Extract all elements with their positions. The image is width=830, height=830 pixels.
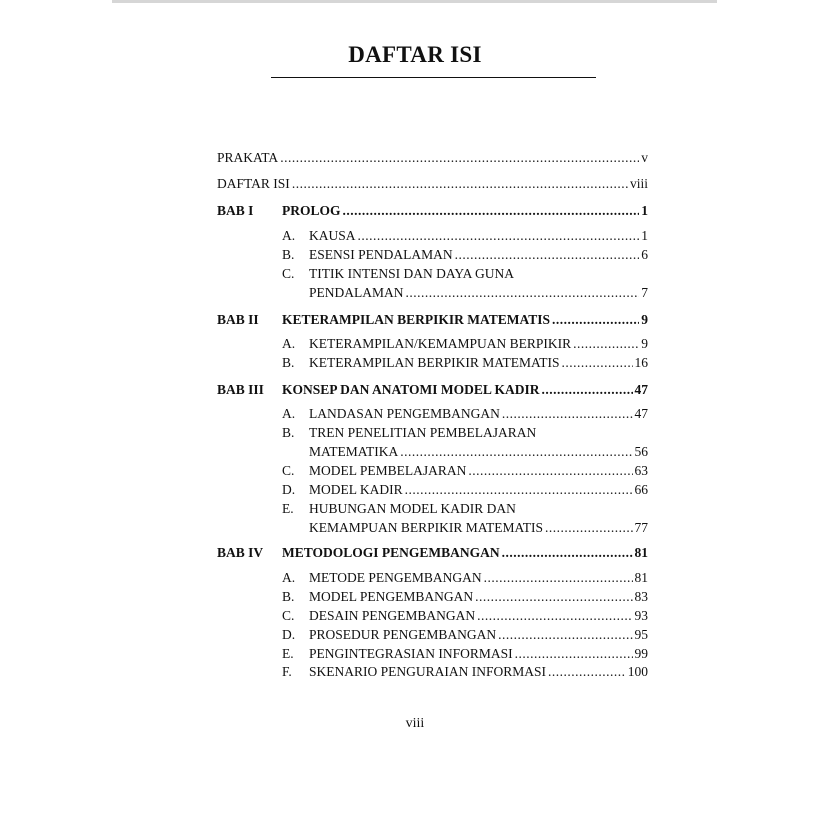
section-letter: A.: [282, 228, 296, 243]
chapter-label: BAB II: [217, 312, 259, 327]
title-underline: [271, 77, 596, 78]
toc-page-number: 81: [634, 545, 648, 560]
section-letter: F.: [282, 664, 292, 679]
toc-page-number: 100: [627, 664, 648, 679]
dot-leader: [280, 150, 639, 166]
dot-leader: [358, 228, 640, 244]
toc-section-bab-1-c-cont[interactable]: [217, 285, 648, 304]
chapter-label: BAB III: [217, 382, 264, 397]
dot-leader: [292, 176, 628, 192]
chapter-title: KONSEP DAN ANATOMI MODEL KADIR: [282, 382, 540, 397]
section-letter: A.: [282, 570, 296, 585]
section-title: KETERAMPILAN/KEMAMPUAN BERPIKIR: [309, 336, 572, 351]
toc-page-number: 77: [634, 520, 648, 535]
section-letter: B.: [282, 247, 295, 262]
section-letter: C.: [282, 463, 295, 478]
section-title: SKENARIO PENGURAIAN INFORMASI: [309, 664, 547, 679]
dot-leader: [477, 608, 632, 624]
dot-leader: [548, 664, 626, 680]
section-title: PENGINTEGRASIAN INFORMASI: [309, 646, 513, 661]
section-title: MODEL PEMBELAJARAN: [309, 463, 467, 478]
dot-leader: [515, 646, 633, 662]
chapter-title: PROLOG: [282, 203, 341, 218]
section-title: ESENSI PENDALAMAN: [309, 247, 453, 262]
dot-leader: [400, 444, 632, 460]
section-letter: D.: [282, 627, 296, 642]
section-letter: B.: [282, 425, 295, 440]
toc-section-bab-1-a[interactable]: [217, 228, 648, 247]
toc-section-bab-3-b[interactable]: [217, 425, 648, 444]
section-title: TREN PENELITIAN PEMBELAJARAN: [309, 425, 537, 440]
page-title: DAFTAR ISI: [348, 42, 482, 67]
toc-section-bab-3-c[interactable]: [217, 463, 648, 482]
section-title: METODE PENGEMBANGAN: [309, 570, 482, 585]
section-letter: B.: [282, 589, 295, 604]
toc-page-number: 9: [641, 312, 648, 327]
dot-leader: [405, 482, 633, 498]
toc-section-bab-3-b-cont[interactable]: [217, 444, 648, 463]
toc-page-number: 83: [634, 589, 648, 604]
dot-leader: [545, 520, 632, 536]
section-letter: E.: [282, 646, 294, 661]
toc-section-bab-3-a[interactable]: [217, 406, 648, 425]
dot-leader: [455, 247, 640, 263]
toc-section-bab-3-d[interactable]: [217, 482, 648, 501]
toc-page-number: 16: [634, 355, 648, 370]
section-title: TITIK INTENSI DAN DAYA GUNA: [309, 266, 514, 281]
chapter-label: BAB I: [217, 203, 254, 218]
toc-chapter-bab-2[interactable]: [217, 312, 648, 331]
dot-leader: [406, 285, 640, 301]
section-letter: E.: [282, 501, 294, 516]
toc-section-bab-4-f[interactable]: [217, 664, 648, 683]
dot-leader: [573, 336, 639, 352]
toc-page-number: 6: [641, 247, 648, 262]
toc-section-bab-2-a[interactable]: [217, 336, 648, 355]
section-title: DESAIN PENGEMBANGAN: [309, 608, 476, 623]
section-letter: C.: [282, 608, 295, 623]
section-letter: B.: [282, 355, 295, 370]
toc-page-number: 47: [634, 406, 648, 421]
toc-entry-prakata[interactable]: [217, 150, 648, 169]
toc-page-number: 1: [641, 228, 648, 243]
section-title: MODEL KADIR: [309, 482, 403, 497]
toc-entry-text: PRAKATA: [217, 150, 279, 165]
page-top-edge: [112, 0, 717, 3]
toc-page-number: 93: [634, 608, 648, 623]
section-title: LANDASAN PENGEMBANGAN: [309, 406, 500, 421]
chapter-title: METODOLOGI PENGEMBANGAN: [282, 545, 500, 560]
chapter-title: KETERAMPILAN BERPIKIR MATEMATIS: [282, 312, 551, 327]
section-letter: C.: [282, 266, 295, 281]
toc-page-number: 7: [641, 285, 648, 300]
toc-page-number: 95: [634, 627, 648, 642]
toc-section-bab-4-e[interactable]: [217, 646, 648, 665]
dot-leader: [502, 406, 633, 422]
toc-entry-daftar-isi[interactable]: [217, 176, 648, 195]
toc-chapter-bab-1[interactable]: [217, 203, 648, 222]
toc-chapter-bab-4[interactable]: [217, 545, 648, 564]
toc-section-bab-4-b[interactable]: [217, 589, 648, 608]
section-title: KETERAMPILAN BERPIKIR MATEMATIS: [309, 355, 560, 370]
toc-section-bab-4-c[interactable]: [217, 608, 648, 627]
toc-section-bab-4-a[interactable]: [217, 570, 648, 589]
toc-section-bab-3-e-cont[interactable]: [217, 520, 648, 539]
toc-section-bab-1-b[interactable]: [217, 247, 648, 266]
toc-section-bab-3-e[interactable]: [217, 501, 648, 520]
section-letter: A.: [282, 406, 296, 421]
section-title: PENDALAMAN: [309, 285, 404, 300]
toc-page-number: 56: [634, 444, 648, 459]
dot-leader: [484, 570, 633, 586]
dot-leader: [475, 589, 632, 605]
toc-page-number: 81: [634, 570, 648, 585]
section-title: MATEMATIKA: [309, 444, 399, 459]
toc-section-bab-2-b[interactable]: [217, 355, 648, 374]
toc-chapter-bab-3[interactable]: [217, 382, 648, 401]
toc-page-number: 1: [641, 203, 648, 218]
toc-section-bab-1-c[interactable]: [217, 266, 648, 285]
toc-page-number: v: [641, 150, 648, 165]
section-title: HUBUNGAN MODEL KADIR DAN: [309, 501, 516, 516]
dot-leader: [343, 203, 640, 219]
section-title: PROSEDUR PENGEMBANGAN: [309, 627, 497, 642]
toc-entry-text: DAFTAR ISI: [217, 176, 290, 191]
section-title: MODEL PENGEMBANGAN: [309, 589, 474, 604]
toc-page-number: 66: [634, 482, 648, 497]
page-number-footer: viii: [405, 716, 425, 731]
chapter-label: BAB IV: [217, 545, 264, 560]
toc-page-number: viii: [629, 176, 648, 191]
toc-page-number: 9: [641, 336, 648, 351]
toc-section-bab-4-d[interactable]: [217, 627, 648, 646]
dot-leader: [562, 355, 633, 371]
toc-page-number: 47: [634, 382, 648, 397]
section-letter: A.: [282, 336, 296, 351]
dot-leader: [502, 545, 633, 561]
dot-leader: [498, 627, 632, 643]
toc-page-number: 63: [634, 463, 648, 478]
section-letter: D.: [282, 482, 296, 497]
dot-leader: [552, 312, 639, 328]
dot-leader: [542, 382, 633, 398]
toc-page-number: 99: [634, 646, 648, 661]
section-title: KAUSA: [309, 228, 356, 243]
section-title: KEMAMPUAN BERPIKIR MATEMATIS: [309, 520, 544, 535]
dot-leader: [468, 463, 632, 479]
